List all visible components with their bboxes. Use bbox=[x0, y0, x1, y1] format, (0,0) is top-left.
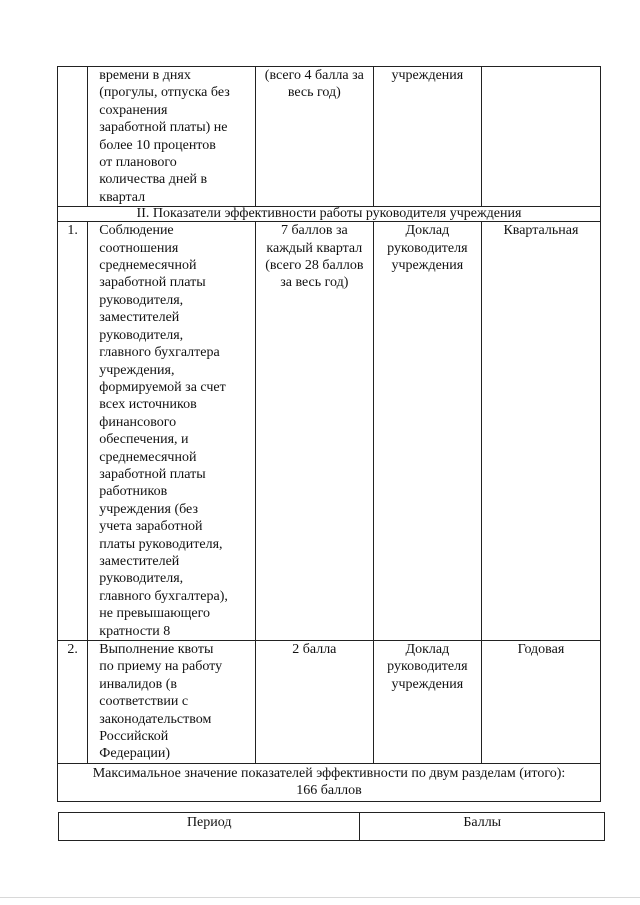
indicators-table bbox=[57, 66, 601, 802]
source-line: Доклад bbox=[405, 642, 450, 657]
indicator-cell bbox=[88, 67, 256, 207]
indicator-line: главного бухгалтера bbox=[99, 345, 220, 361]
indicator-line: среднемесячной bbox=[99, 449, 197, 465]
indicator-line: всех источников bbox=[99, 397, 197, 413]
indicator-line: инвалидов (в bbox=[99, 676, 177, 692]
scan-edge-line bbox=[0, 897, 640, 898]
score-line: 7 баллов за bbox=[280, 223, 348, 239]
column-header-scores: Баллы bbox=[360, 813, 605, 841]
score-line: весь год) bbox=[287, 85, 341, 101]
indicator-line: Российской bbox=[99, 729, 169, 745]
score-cell bbox=[255, 222, 373, 641]
indicator-cell bbox=[88, 641, 256, 764]
score-line: 2 балла bbox=[292, 642, 337, 657]
indicator-cell bbox=[88, 222, 256, 641]
source-line: учреждения bbox=[391, 676, 464, 692]
indicator-line: от планового bbox=[99, 155, 177, 171]
indicator-line: учреждения (без bbox=[99, 501, 198, 517]
source-line: учреждения bbox=[391, 258, 464, 274]
score-line: (всего 4 балла за bbox=[264, 68, 364, 83]
indicator-line: соотношения bbox=[99, 240, 179, 256]
indicator-line: главного бухгалтера), bbox=[99, 588, 228, 604]
score-cell bbox=[255, 641, 373, 764]
indicator-line: заместителей bbox=[99, 310, 180, 326]
source-cell bbox=[373, 67, 481, 207]
indicator-line: учета заработной bbox=[99, 519, 203, 535]
indicator-line: более 10 процентов bbox=[99, 137, 216, 153]
section-header-row bbox=[58, 207, 601, 222]
indicator-line: Выполнение квоты bbox=[99, 642, 214, 657]
indicator-line: Соблюдение bbox=[99, 223, 174, 239]
indicator-line: учреждения, bbox=[99, 362, 175, 378]
indicator-line: законодательством bbox=[99, 711, 212, 727]
indicator-line: заработной платы bbox=[99, 275, 206, 291]
source-cell bbox=[373, 222, 481, 641]
indicator-line: кратности 8 bbox=[99, 623, 171, 639]
row-number: 1. bbox=[58, 222, 88, 641]
row-number: 2. bbox=[58, 641, 88, 764]
indicator-line: соответствии с bbox=[99, 694, 189, 710]
table-row bbox=[58, 67, 601, 207]
score-line: за весь год) bbox=[280, 275, 349, 291]
indicator-line: Федерации) bbox=[99, 746, 171, 762]
column-header-period: Период bbox=[59, 813, 360, 841]
indicator-line: руководителя, bbox=[99, 292, 184, 308]
score-line: (всего 28 баллов bbox=[265, 258, 364, 274]
indicator-line: обеспечения, и bbox=[99, 432, 189, 448]
indicator-line: количества дней в bbox=[99, 172, 208, 188]
source-line: руководителя bbox=[387, 240, 468, 256]
indicator-line: заработной платы bbox=[99, 466, 206, 482]
indicator-line: времени в днях bbox=[99, 68, 191, 83]
indicator-line: финансового bbox=[99, 414, 177, 430]
indicator-line: сохранения bbox=[99, 102, 168, 118]
indicator-line: заработной платы) не bbox=[99, 120, 228, 136]
source-cell bbox=[373, 641, 481, 764]
period-scores-table bbox=[58, 812, 605, 841]
source-line: Доклад bbox=[405, 223, 450, 239]
indicator-line: среднемесячной bbox=[99, 258, 197, 274]
indicator-line: работников bbox=[99, 484, 168, 500]
indicator-line: руководителя, bbox=[99, 571, 184, 587]
total-label: Максимальное значение показателей эффективности по двум разделам (итого): bbox=[92, 765, 566, 781]
indicator-line: руководителя, bbox=[99, 327, 184, 343]
source-line: учреждения bbox=[391, 68, 464, 83]
score-line: каждый квартал bbox=[266, 240, 363, 256]
section-title: II. Показатели эффективности работы руководителя учреждения bbox=[58, 207, 601, 222]
indicator-line: платы руководителя, bbox=[99, 536, 223, 552]
period-cell: Квартальная bbox=[481, 222, 600, 641]
indicator-line: формируемой за счет bbox=[99, 379, 226, 395]
indicator-line: квартал bbox=[99, 189, 146, 205]
table-row bbox=[58, 222, 601, 641]
table-header-row bbox=[59, 813, 605, 841]
indicator-line: по приему на работу bbox=[99, 659, 223, 675]
score-cell bbox=[255, 67, 373, 207]
row-number bbox=[58, 67, 88, 207]
period-cell bbox=[481, 67, 600, 207]
indicator-line: не превышающего bbox=[99, 606, 211, 622]
indicator-line: заместителей bbox=[99, 553, 180, 569]
table-row bbox=[58, 641, 601, 764]
total-cell bbox=[58, 763, 601, 801]
total-value: 166 баллов bbox=[296, 782, 362, 798]
total-row bbox=[58, 763, 601, 801]
source-line: руководителя bbox=[387, 659, 468, 675]
indicator-line: (прогулы, отпуска без bbox=[99, 85, 230, 101]
period-cell: Годовая bbox=[481, 641, 600, 764]
